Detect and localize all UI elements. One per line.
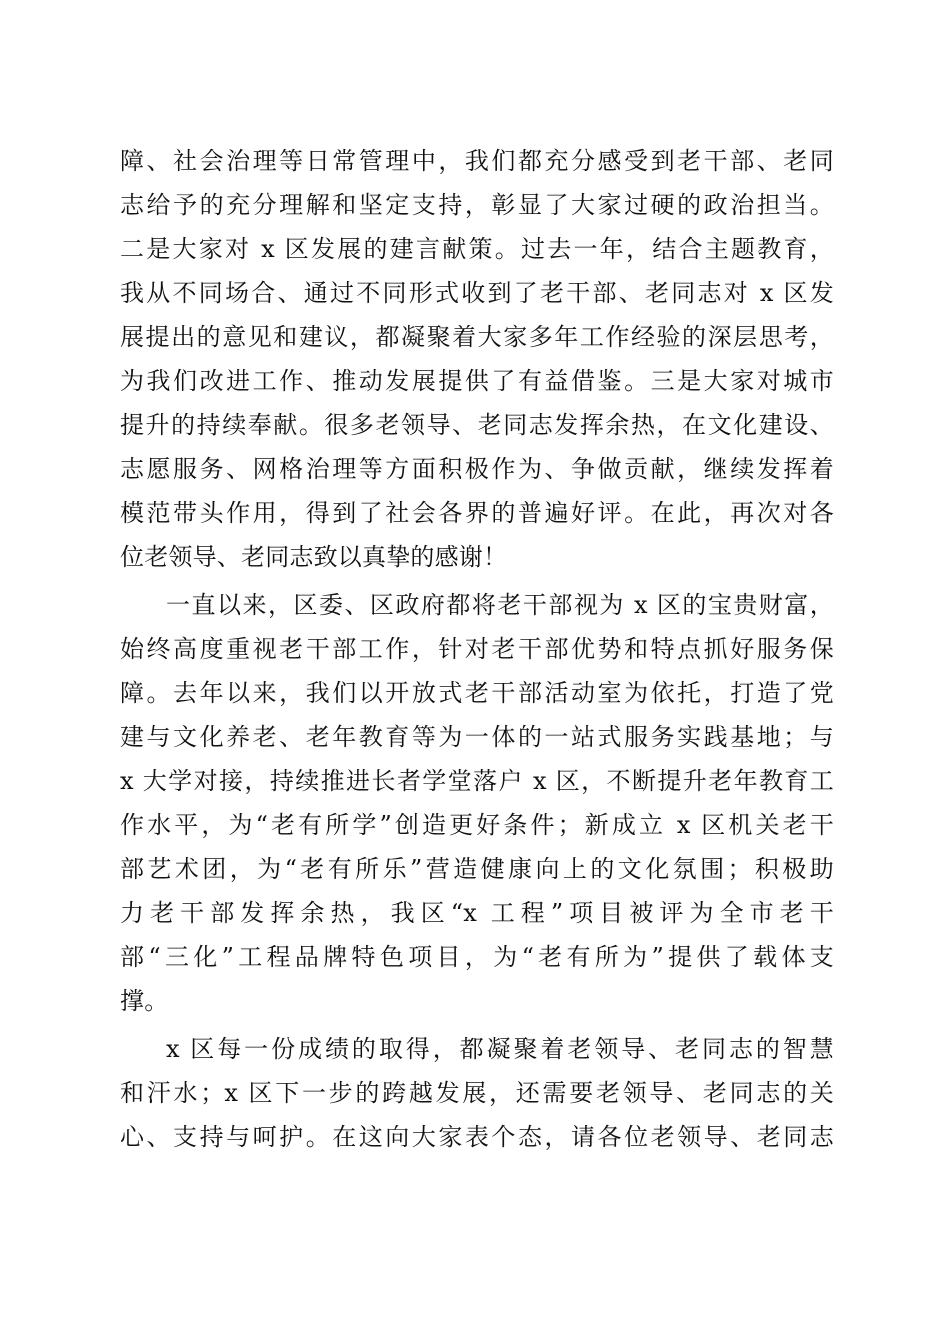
text-line: 二是大家对 x 区发展的建言献策。过去一年，结合主题教育， [120,235,834,263]
text-line: 建与文化养老、老年教育等为一体的一站式服务实践基地；与 [120,723,834,751]
paragraph-2 [120,583,834,1023]
text-line: 模范带头作用，得到了社会各界的普遍好评。在此，再次对各 [120,499,834,527]
text-line: 障、社会治理等日常管理中，我们都充分感受到老干部、老同 [120,147,834,175]
text-line: 障。去年以来，我们以开放式老干部活动室为依托，打造了党 [120,679,834,707]
text-line: 力老干部发挥余热，我区“x 工程”项目被评为全市老干 [120,899,834,927]
text-line: 位老领导、老同志致以真挚的感谢！ [120,543,508,571]
paragraph-3 [120,1027,834,1159]
text-line: 部“三化”工程品牌特色项目，为“老有所为”提供了载体支 [120,943,834,971]
text-line: x 大学对接，持续推进长者学堂落户 x 区，不断提升老年教育工 [120,767,834,795]
text-line: 志愿服务、网格治理等方面积极作为、争做贡献，继续发挥着 [120,455,834,483]
text-line: x 区每一份成绩的取得，都凝聚着老领导、老同志的智慧 [166,1035,834,1063]
text-line: 提升的持续奉献。很多老领导、老同志发挥余热，在文化建设、 [120,411,834,439]
text-line: 展提出的意见和建议，都凝聚着大家多年工作经验的深层思考， [120,323,834,351]
text-line: 撑。 [120,987,169,1015]
text-line: 一直以来，区委、区政府都将老干部视为 x 区的宝贵财富， [166,591,834,619]
document-body [120,139,834,1159]
text-line: 志给予的充分理解和坚定支持，彰显了大家过硬的政治担当。 [120,191,834,219]
paragraph-1 [120,139,834,579]
text-line: 始终高度重视老干部工作，针对老干部优势和特点抓好服务保 [120,635,834,663]
text-line: 为我们改进工作、推动发展提供了有益借鉴。三是大家对城市 [120,367,834,395]
text-line: 部艺术团，为“老有所乐”营造健康向上的文化氛围；积极助 [120,855,834,883]
text-line: 作水平，为“老有所学”创造更好条件；新成立 x 区机关老干 [120,811,834,839]
text-line: 我从不同场合、通过不同形式收到了老干部、老同志对 x 区发 [120,279,834,307]
text-line: 和汗水；x 区下一步的跨越发展，还需要老领导、老同志的关 [120,1079,834,1107]
text-line: 心、支持与呵护。在这向大家表个态，请各位老领导、老同志 [120,1123,834,1151]
